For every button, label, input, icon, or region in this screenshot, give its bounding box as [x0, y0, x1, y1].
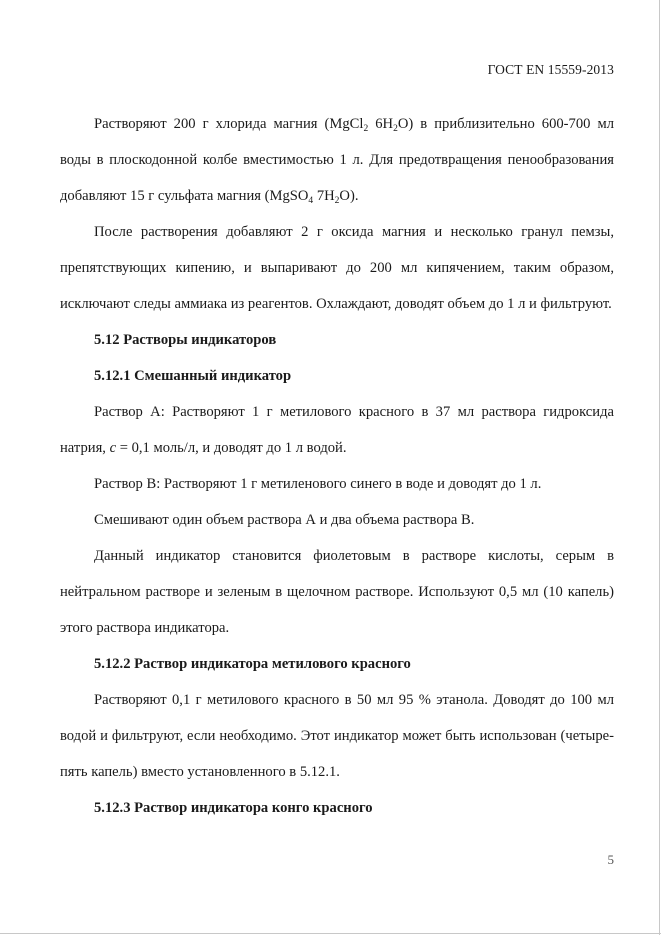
- section-heading-5-12-3: 5.12.3 Раствор индикатора конго красного: [94, 800, 373, 816]
- paragraph-indicator-colors: Данный индикатор становится фиолетовым в растворе кислоты, серым в нейтральном растворе и зеленым в щелочном растворе. Используют 0,5 мл (10 капель) этого раствора индикатора.: [60, 548, 614, 636]
- paragraph-magnesium-chloride: Растворяют 200 г хлорида магния (MgCl$_2$ $6H_2O$) в приблизительно 600-700 мл воды в плоскодонной колбе вместимостью 1 л. Для предотвращения пенообразования добавляют 15 г сульфата магния (MgSO$_4$ $7H_2O$).: [60, 116, 614, 206]
- paragraph-mixing: Смешивают один объем раствора А и два объема раствора В.: [94, 512, 475, 528]
- page-number: 5: [607, 852, 614, 867]
- page-edge-bottom: [0, 933, 661, 934]
- paragraph-methyl-red: Растворяют 0,1 г метилового красного в 50 мл 95 % этанола. Доводят до 100 мл водой и фильтруют, если необходимо. Этот индикатор может быть использован (четыре-пять капель) вместо установленного в 5.12.1.: [60, 692, 614, 780]
- section-heading-5-12: 5.12 Растворы индикаторов: [94, 332, 277, 348]
- paragraph-solution-a: Раствор А: Растворяют 1 г метилового красного в 37 мл раствора гидроксида натрия, c = 0,1 моль/л, и доводят до 1 л водой.: [60, 404, 614, 456]
- document-code-header: ГОСТ EN 15559-2013: [487, 62, 614, 77]
- paragraph-solution-b: Раствор В: Растворяют 1 г метиленового синего в воде и доводят до 1 л.: [94, 476, 542, 492]
- page-edge-right: [659, 0, 660, 935]
- document-body: [60, 106, 614, 826]
- section-heading-5-12-2: 5.12.2 Раствор индикатора метилового красного: [94, 656, 411, 672]
- section-heading-5-12-1: 5.12.1 Смешанный индикатор: [94, 368, 292, 384]
- paragraph-dissolution: После растворения добавляют 2 г оксида магния и несколько гранул пемзы, препятствующих кипению, и выпаривают до 200 мл кипячением, таким образом, исключают следы аммиака из реагентов. Охлаждают, доводят объем до 1 л и фильтруют.: [60, 224, 614, 312]
